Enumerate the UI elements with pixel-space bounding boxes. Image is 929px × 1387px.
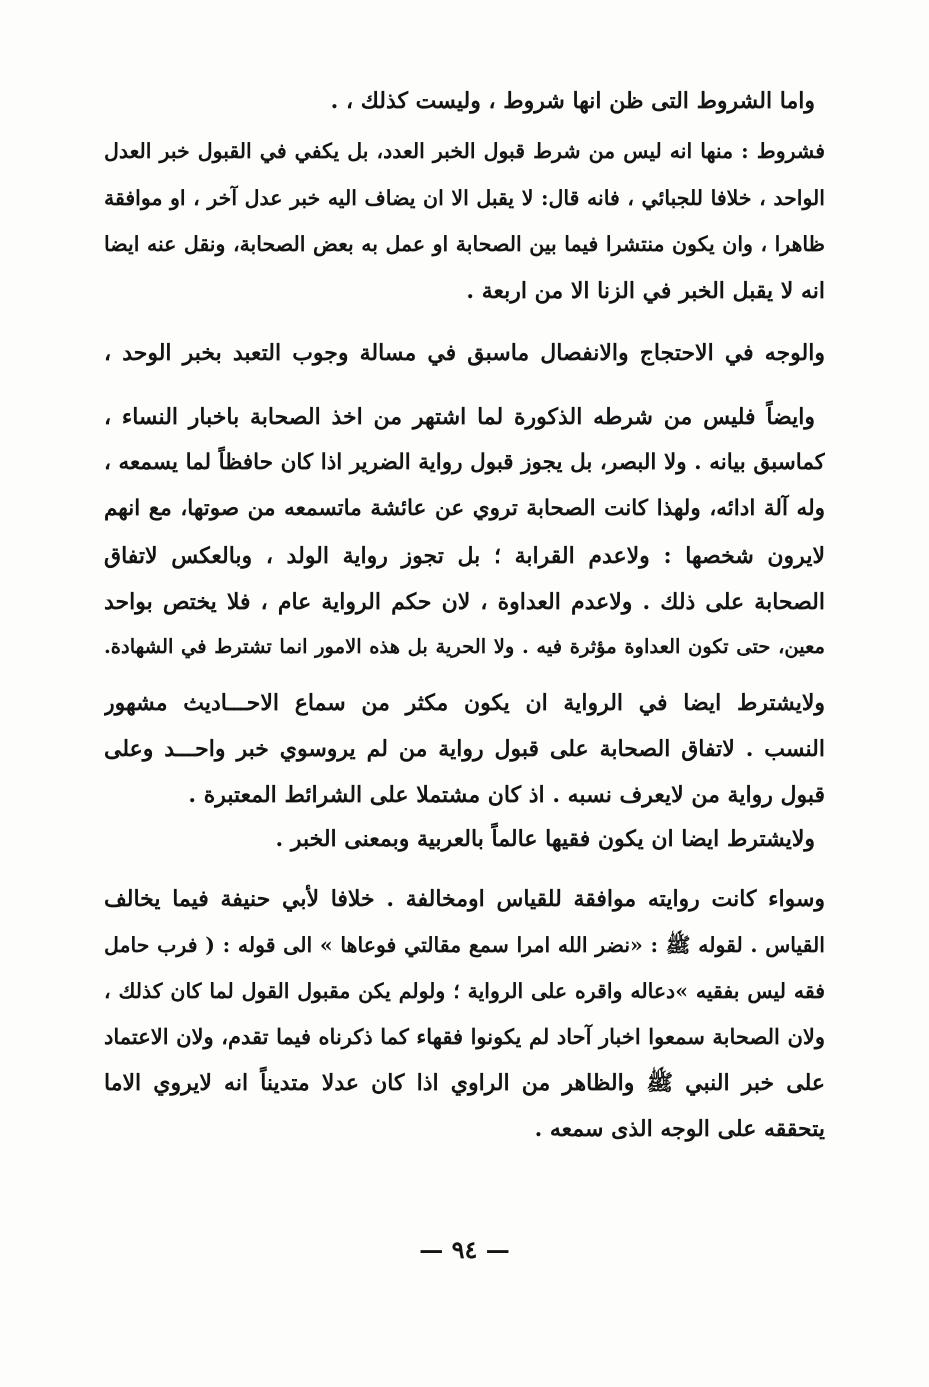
text-line: ولان الصحابة سمعوا اخبار آحاد لم يكونوا فقهاء كما ذكرناه فيما تقدم، ولان الاعتماد — [104, 1024, 825, 1049]
text-line: الواحد ، خلافا للجبائي ، فانه قال: لا يقبل الا ان يضاف اليه خبر عدل آخر ، او موافقة — [104, 186, 825, 210]
text-line: ولايشترط ايضا في الرواية ان يكون مكثر من سماع الاحـــاديث مشهور — [104, 690, 825, 716]
page-number: — ٩٤ — — [419, 1235, 510, 1264]
text-line: وله آلة ادائه، ولهذا كانت الصحابة تروي عن عائشة ماتسمعه من صوتها، مع انهم — [104, 496, 825, 521]
text-line: القياس . لقوله ﷺ : «نضر الله امرا سمع مقالتي فوعاها » الى قوله : ( فرب حامل — [104, 933, 825, 957]
text-line: انه لا يقبل الخبر في الزنا الا من اربعة . — [466, 278, 825, 304]
text-line: والوجه في الاحتجاج والانفصال ماسبق في مسالة وجوب التعبد بخبر الوحد ، — [104, 340, 825, 366]
text-line: الصحابة على ذلك . ولاعدم العداوة ، لان حكم الرواية عام ، فلا يختص بواحد — [104, 589, 825, 615]
text-line: ظاهرا ، وان يكون منتشرا فيما بين الصحابة او عمل به بعض الصحابة، ونقل عنه ايضا — [104, 232, 825, 256]
text-line: على خبر النبي ﷺ والظاهر من الراوي اذا كان عدلا متديناً انه لايروي الاما — [104, 1070, 825, 1096]
text-line: فقه ليس بفقيه »دعاله واقره على الرواية ؛ ولولم يكن مقبول القول لما كان كذلك ، — [104, 979, 825, 1003]
text-line: ولايشترط ايضا ان يكون فقيها عالماً بالعربية وبمعنى الخبر . — [275, 826, 815, 852]
text-line: واما الشروط التى ظن انها شروط ، وليست كذلك ، . — [330, 88, 815, 114]
text-line: قبول رواية من لايعرف نسبه . اذ كان مشتملا على الشرائط المعتبرة . — [188, 782, 825, 808]
text-line: يتحققه على الوجه الذى سمعه . — [534, 1116, 825, 1142]
text-line: النسب . لاتفاق الصحابة على قبول رواية من لم يروسوي خبر واحـــد وعلى — [104, 736, 825, 762]
text-line: كماسبق بيانه . ولا البصر، بل يجوز قبول رواية الضرير اذا كان حافظاً لما يسمعه ، — [104, 450, 825, 475]
text-line: معين، حتى تكون العداوة مؤثرة فيه . ولا الحرية بل هذه الامور انما تشترط في الشهادة. — [104, 635, 825, 658]
text-line: وايضاً فليس من شرطه الذكورة لما اشتهر من اخذ الصحابة باخبار النساء ، — [104, 404, 815, 430]
text-line: وسواء كانت روايته موافقة للقياس اومخالفة . خلافا لأبي حنيفة فيما يخالف — [104, 886, 825, 912]
text-line: لايرون شخصها : ولاعدم القرابة ؛ بل تجوز رواية الولد ، وبالعكس لاتفاق — [104, 543, 825, 569]
text-line: فشروط : منها انه ليس من شرط قبول الخبر العدد، بل يكفي في القبول خبر العدل — [104, 139, 825, 163]
